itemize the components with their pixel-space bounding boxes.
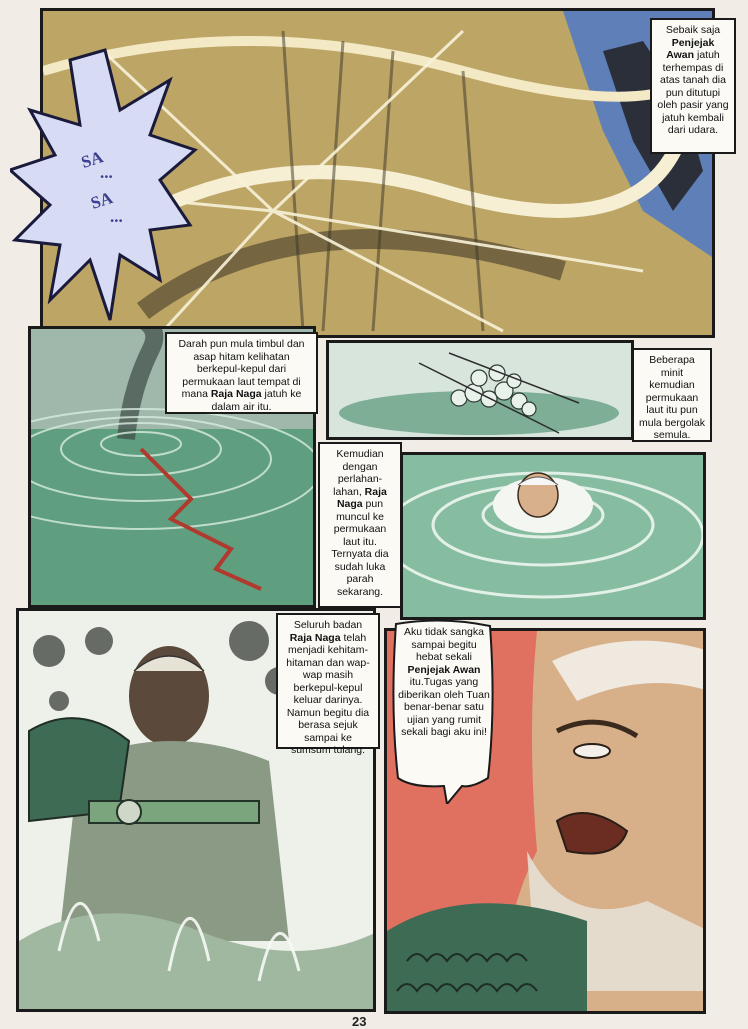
sfx-dots-1: ... [100, 163, 113, 182]
sfx-text [80, 140, 160, 228]
sfx-dots-2: ... [110, 207, 123, 226]
speech-bubble [392, 618, 496, 804]
sfx-sa-1: SA [78, 147, 106, 172]
caption-panel-3: Beberapa minit kemudian permukaan laut itu pun mula bergolak semula. [632, 348, 712, 442]
caption-panel-5: Seluruh badan Raja Naga telah menjadi kehitam-hitaman dan wap-wap masih berkepul-kepul keluar darinya. Namun begitu dia berasa sejuk sampai ke sumsum tulang. [276, 613, 380, 749]
bubbling-surface-art [329, 343, 634, 440]
head-emerging-art [403, 455, 706, 620]
speech-text: Aku tidak sangka sampai begitu hebat sekali Penjejak Awan itu.Tugas yang diberikan oleh Tuan benar-benar satu ujian yang rumit sekali bagi aku ini! [398, 626, 490, 738]
page-number: 23 [352, 1014, 367, 1029]
caption-panel-2: Darah pun mula timbul dan asap hitam kelihatan berkepul-kepul dari permukaan laut tempat di mana Raja Naga jatuh ke dalam air itu. [165, 332, 318, 414]
sfx-sa-2: SA [88, 188, 115, 213]
caption-panel-1: Sebaik saja Penjejak Awan jatuh terhempas di atas tanah dia pun ditutupi oleh pasir yang jatuh kembali dari udara. [650, 18, 736, 154]
sfx-burst [10, 40, 200, 325]
caption-panel-4: Kemudian dengan perlahan-lahan, Raja Naga pun muncul ke permukaan laut itu. Ternyata dia sudah luka parah sekarang. [318, 442, 402, 608]
panel-head-emerging [400, 452, 706, 620]
panel-bubbling-surface [326, 340, 634, 440]
